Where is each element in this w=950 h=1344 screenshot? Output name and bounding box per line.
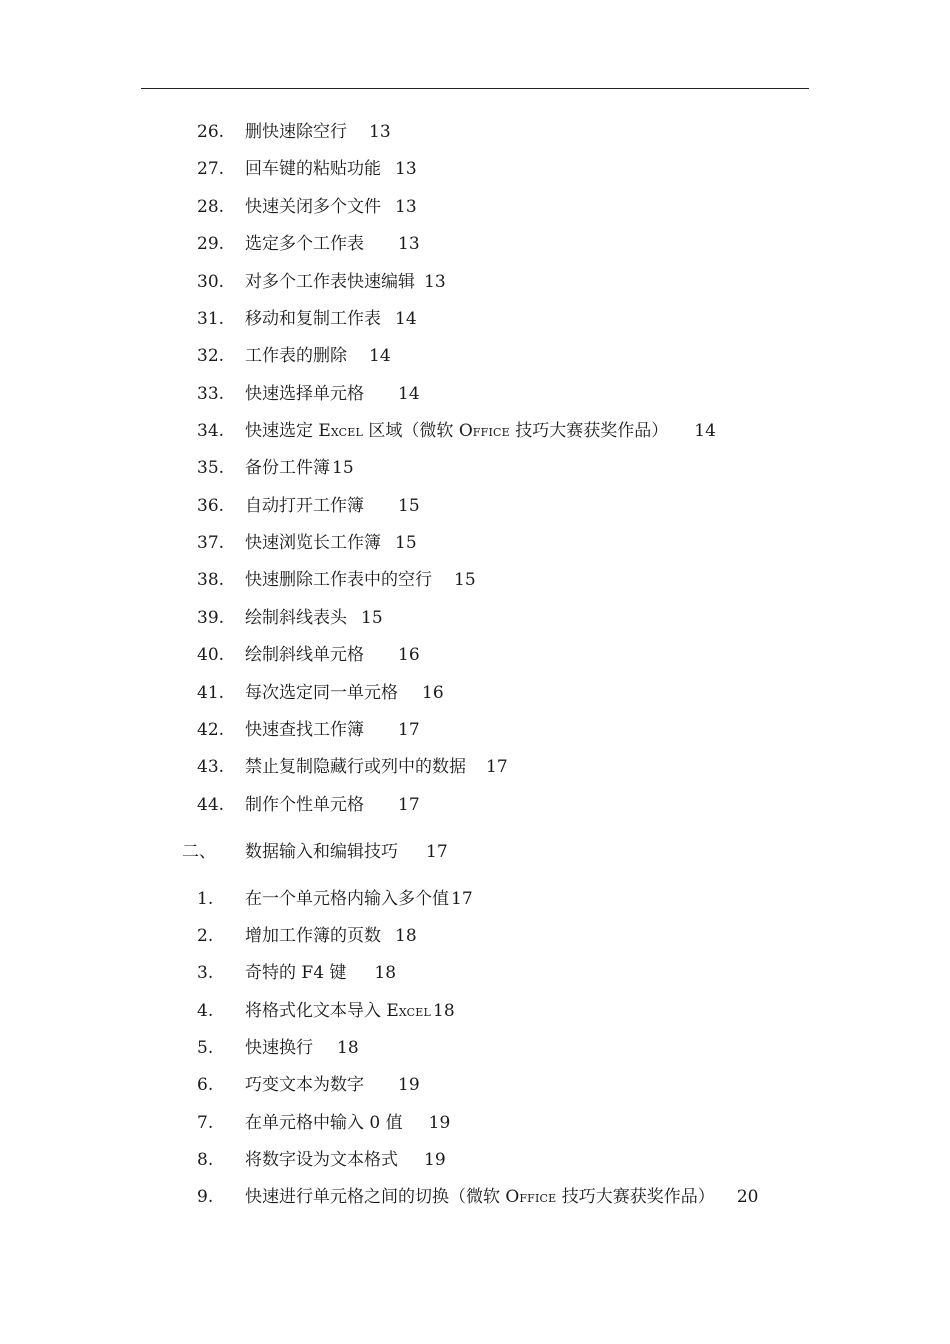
entry-title: 备份工件簿 15 bbox=[245, 458, 354, 478]
section-number: 二、 bbox=[182, 842, 216, 862]
entry-title: 制作个性单元格 17 bbox=[245, 795, 420, 815]
entry-number: 2. bbox=[197, 926, 214, 946]
entry-number: 8. bbox=[197, 1150, 214, 1170]
entry-title: 工作表的删除 14 bbox=[245, 346, 391, 366]
entry-page: 18 bbox=[433, 1001, 455, 1021]
entry-title: 回车键的粘贴功能 13 bbox=[245, 159, 417, 179]
entry-page: 13 bbox=[424, 272, 446, 292]
entry-title: 快速选定 EXCEL 区域（微软 OFFICE 技巧大赛获奖作品） 14 bbox=[245, 421, 716, 441]
entry-number: 26. bbox=[197, 122, 225, 142]
entry-title: 选定多个工作表 13 bbox=[245, 234, 420, 254]
entry-page: 17 bbox=[398, 795, 420, 815]
entry-page: 19 bbox=[428, 1113, 451, 1133]
entry-number: 31. bbox=[197, 309, 225, 329]
entry-page: 17 bbox=[486, 757, 508, 777]
entry-title: 快速浏览长工作簿 15 bbox=[245, 533, 417, 553]
entry-page: 19 bbox=[398, 1075, 420, 1095]
entry-title: 每次选定同一单元格 16 bbox=[245, 683, 444, 703]
entry-title: 将数字设为文本格式 19 bbox=[245, 1150, 446, 1170]
entry-title: 禁止复制隐藏行或列中的数据 17 bbox=[245, 757, 508, 777]
entry-number: 28. bbox=[197, 197, 225, 217]
entry-page: 18 bbox=[395, 926, 417, 946]
entry-number: 37. bbox=[197, 533, 225, 553]
entry-page: 16 bbox=[398, 645, 420, 665]
entry-title: 移动和复制工作表 14 bbox=[245, 309, 417, 329]
entry-number: 29. bbox=[197, 234, 225, 254]
entry-page: 14 bbox=[694, 421, 716, 441]
entry-page: 14 bbox=[369, 346, 391, 366]
entry-number: 33. bbox=[197, 384, 225, 404]
entry-title: 快速进行单元格之间的切换（微软 OFFICE 技巧大赛获奖作品） 20 bbox=[245, 1187, 759, 1207]
entry-page: 20 bbox=[736, 1187, 759, 1207]
entry-number: 7. bbox=[197, 1113, 214, 1133]
header-rule bbox=[141, 88, 809, 89]
entry-page: 14 bbox=[395, 309, 417, 329]
entry-number: 40. bbox=[197, 645, 225, 665]
entry-title: 绘制斜线表头 15 bbox=[245, 608, 383, 628]
entry-number: 34. bbox=[197, 421, 225, 441]
entry-page: 13 bbox=[395, 159, 417, 179]
entry-title: 在单元格中输入 0 值 19 bbox=[245, 1113, 451, 1133]
entry-page: 15 bbox=[361, 608, 383, 628]
entry-title: 将格式化文本导入 EXCEL 18 bbox=[245, 1001, 455, 1021]
entry-page: 16 bbox=[422, 683, 444, 703]
entry-number: 5. bbox=[197, 1038, 214, 1058]
entry-title: 自动打开工作簿 15 bbox=[245, 496, 420, 516]
entry-page: 17 bbox=[398, 720, 420, 740]
entry-title: 快速删除工作表中的空行 15 bbox=[245, 570, 476, 590]
entry-page: 15 bbox=[332, 458, 354, 478]
entry-title: 增加工作簿的页数 18 bbox=[245, 926, 417, 946]
section-page: 17 bbox=[426, 842, 448, 862]
entry-number: 30. bbox=[197, 272, 225, 292]
entry-page: 17 bbox=[451, 889, 473, 909]
entry-title: 删快速除空行 13 bbox=[245, 122, 391, 142]
entry-title: 快速选择单元格 14 bbox=[245, 384, 420, 404]
entry-number: 39. bbox=[197, 608, 225, 628]
entry-title: 在一个单元格内输入多个值 17 bbox=[245, 889, 473, 909]
entry-number: 6. bbox=[197, 1075, 214, 1095]
entry-page: 15 bbox=[454, 570, 476, 590]
entry-title: 巧变文本为数字 19 bbox=[245, 1075, 420, 1095]
entry-number: 27. bbox=[197, 159, 225, 179]
entry-page: 18 bbox=[374, 963, 397, 983]
entry-number: 38. bbox=[197, 570, 225, 590]
entry-title: 快速关闭多个文件 13 bbox=[245, 197, 417, 217]
entry-number: 4. bbox=[197, 1001, 214, 1021]
entry-number: 44. bbox=[197, 795, 225, 815]
entry-page: 13 bbox=[395, 197, 417, 217]
entry-number: 35. bbox=[197, 458, 225, 478]
entry-page: 14 bbox=[398, 384, 420, 404]
entry-number: 42. bbox=[197, 720, 225, 740]
section-title: 数据输入和编辑技巧 17 bbox=[245, 842, 448, 862]
entry-title: 快速查找工作簿 17 bbox=[245, 720, 420, 740]
entry-number: 32. bbox=[197, 346, 225, 366]
entry-title: 对多个工作表快速编辑 13 bbox=[245, 272, 446, 292]
entry-page: 15 bbox=[395, 533, 417, 553]
entry-page: 18 bbox=[337, 1038, 359, 1058]
entry-page: 19 bbox=[424, 1150, 446, 1170]
entry-number: 36. bbox=[197, 496, 225, 516]
entry-number: 3. bbox=[197, 963, 214, 983]
entry-number: 1. bbox=[197, 889, 214, 909]
entry-page: 13 bbox=[398, 234, 420, 254]
entry-number: 41. bbox=[197, 683, 225, 703]
entry-title: 奇特的 F4 键 18 bbox=[245, 963, 397, 983]
entry-page: 13 bbox=[369, 122, 391, 142]
entry-number: 43. bbox=[197, 757, 225, 777]
entry-number: 9. bbox=[197, 1187, 214, 1207]
entry-page: 15 bbox=[398, 496, 420, 516]
entry-title: 快速换行 18 bbox=[245, 1038, 359, 1058]
entry-title: 绘制斜线单元格 16 bbox=[245, 645, 420, 665]
